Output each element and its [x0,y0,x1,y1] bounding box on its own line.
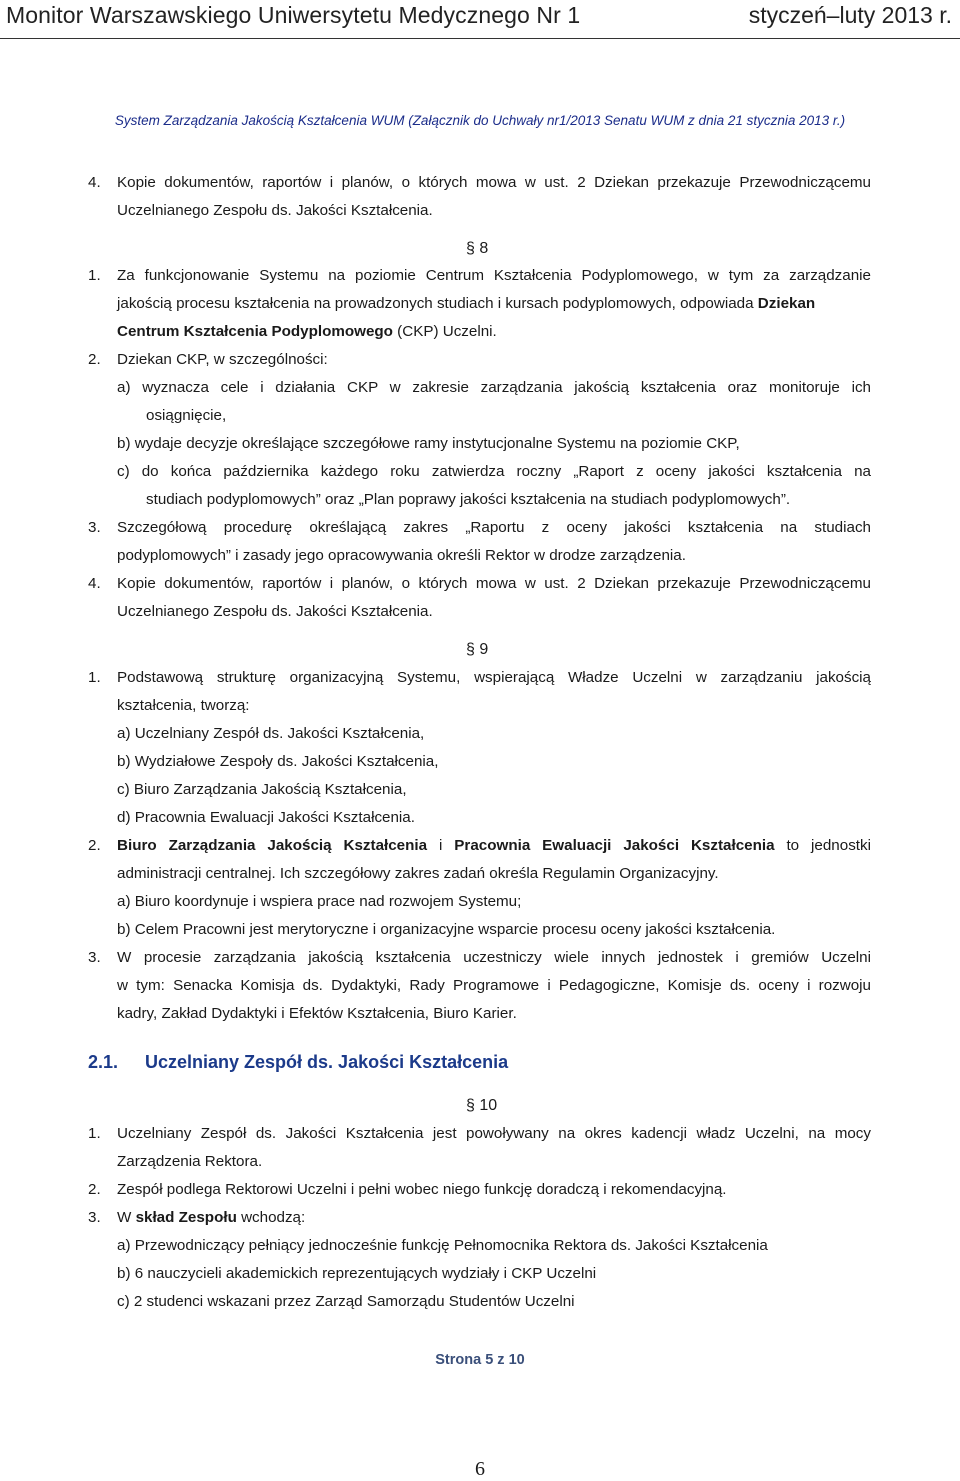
body-line: Podstawową strukturę organizacyjną Systemu, wspierającą Władze Uczelni w zarządzaniu jakością [117,669,871,686]
list-item: d) Pracownia Ewaluacji Jakości Kształcenia. [117,809,415,826]
list-item-continuation: studiach podyplomowych” oraz „Plan poprawy jakości kształcenia na studiach podyplomowych”. [146,491,791,508]
list-item-continuation: osiągnięcie, [146,407,227,424]
list-item: c) do końca października każdego roku zatwierdza roczny „Raport z oceny jakości kształcenia na [117,463,871,480]
list-item: c) 2 studenci wskazani przez Zarząd Samorządu Studentów Uczelni [117,1293,575,1310]
page-number: 6 [475,1458,485,1480]
header-date: styczeń–luty 2013 r. [748,2,952,28]
item-number: 1. [88,669,101,686]
page-footer: Strona 5 z 10 [435,1352,525,1368]
section-number: 2.1. [88,1052,119,1072]
section-title: Uczelniany Zespół ds. Jakości Kształcenia [145,1052,509,1072]
list-item: b) Celem Pracowni jest merytoryczne i organizacyjne wsparcie procesu oceny jakości kształcenia. [117,921,776,938]
header-title: Monitor Warszawskiego Uniwersytetu Medycznego Nr 1 [6,2,581,28]
document-subtitle: System Zarządzania Jakością Kształcenia WUM (Załącznik do Uchwały nr1/2013 Senatu WUM z dnia 21 stycznia 2013 r.) [114,113,846,128]
list-item: b) Wydziałowe Zespoły ds. Jakości Kształcenia, [117,753,439,770]
page-header [0,0,960,39]
text-span: W [117,1209,136,1226]
bold-text: skład Zespołu [135,1209,237,1226]
body-line: podyplomowych” i zasady jego opracowywania określi Rektor w drodze zarządzenia. [117,547,686,564]
body-line: Zarządzenia Rektora. [117,1153,263,1170]
body-line: Zespół podlega Rektorowi Uczelni i pełni wobec niego funkcję doradczą i rekomendacyjną. [117,1181,727,1198]
body-line: administracji centralnej. Ich szczegółowy zakres zadań określa Regulamin Organizacyjny. [117,865,719,882]
item-number: 3. [88,949,101,966]
text-span: wchodzą: [236,1209,306,1226]
body-line [117,295,815,312]
list-item: a) Biuro koordynuje i wspiera prace nad rozwojem Systemu; [117,893,522,910]
body-line: Uczelniany Zespół ds. Jakości Kształcenia jest powoływany na okres kadencji władz Uczelni, na mocy [117,1125,871,1142]
text-span: i [427,837,455,854]
body-line: Szczegółową procedurę określającą zakres „Raportu z oceny jakości kształcenia na studiach [117,519,871,536]
body-line: Uczelnianego Zespołu ds. Jakości Kształcenia. [117,603,433,620]
body-line: Kopie dokumentów, raportów i planów, o których mowa w ust. 2 Dziekan przekazuje Przewodniczącemu [117,174,871,191]
body-line: kształcenia, tworzą: [117,697,250,714]
item-number: 3. [88,1209,101,1226]
body-line [117,323,497,340]
list-item: c) Biuro Zarządzania Jakością Kształcenia, [117,781,407,798]
body-line: w tym: Senacka Komisja ds. Dydaktyki, Rady Programowe i Pedagogiczne, Komisje ds. oceny i rozwoju [117,977,871,994]
bold-text: Pracownia Ewaluacji Jakości Kształcenia [454,837,775,854]
text-span: jakością procesu kształcenia na prowadzonych studiach i kursach podyplomowych, odpowiada [117,295,754,312]
item-number: 3. [88,519,101,536]
text-span: to jednostki [774,837,871,854]
item-number: 1. [88,1125,101,1142]
item-number: 2. [88,837,101,854]
bold-text: Centrum Kształcenia Podyplomowego [117,323,393,340]
item-number: 1. [88,267,101,284]
list-item: a) wyznacza cele i działania CKP w zakresie zarządzania jakością kształcenia oraz monitoruje ich [117,379,871,396]
section-heading [88,1052,508,1073]
bold-text: Biuro Zarządzania Jakością Kształcenia [117,837,428,854]
text-span: (CKP) Uczelni. [392,323,497,340]
body-line: W procesie zarządzania jakością kształcenia uczestniczy wiele innych jednostek i gremiów Uczelni [117,949,871,966]
bold-text: Dziekan [757,295,816,312]
body-line: kadry, Zakład Dydaktyki i Efektów Kształcenia, Biuro Karier. [117,1005,517,1022]
paragraph-mark: § 9 [466,641,489,658]
list-item: a) Przewodniczący pełniący jednocześnie funkcję Pełnomocnika Rektora ds. Jakości Kształcenia [117,1237,768,1254]
item-number: 2. [88,351,101,368]
item-number: 2. [88,1181,101,1198]
list-item: b) wydaje decyzje określające szczegółowe ramy instytucjonalne Systemu na poziomie CKP, [117,435,740,452]
item-number: 4. [88,174,101,191]
item-number: 4. [88,575,101,592]
body-line [117,1209,305,1226]
paragraph-mark: § 8 [466,240,489,257]
body-line: Kopie dokumentów, raportów i planów, o których mowa w ust. 2 Dziekan przekazuje Przewodniczącemu [117,575,871,592]
paragraph-mark: § 10 [466,1097,498,1114]
list-item: a) Uczelniany Zespół ds. Jakości Kształcenia, [117,725,425,742]
body-line [117,837,871,854]
body-line: Za funkcjonowanie Systemu na poziomie Centrum Kształcenia Podyplomowego, w tym za zarządzanie [117,267,871,284]
list-item: b) 6 nauczycieli akademickich reprezentujących wydziały i CKP Uczelni [117,1265,597,1282]
body-line: Dziekan CKP, w szczególności: [117,351,328,368]
body-line: Uczelnianego Zespołu ds. Jakości Kształcenia. [117,202,433,219]
